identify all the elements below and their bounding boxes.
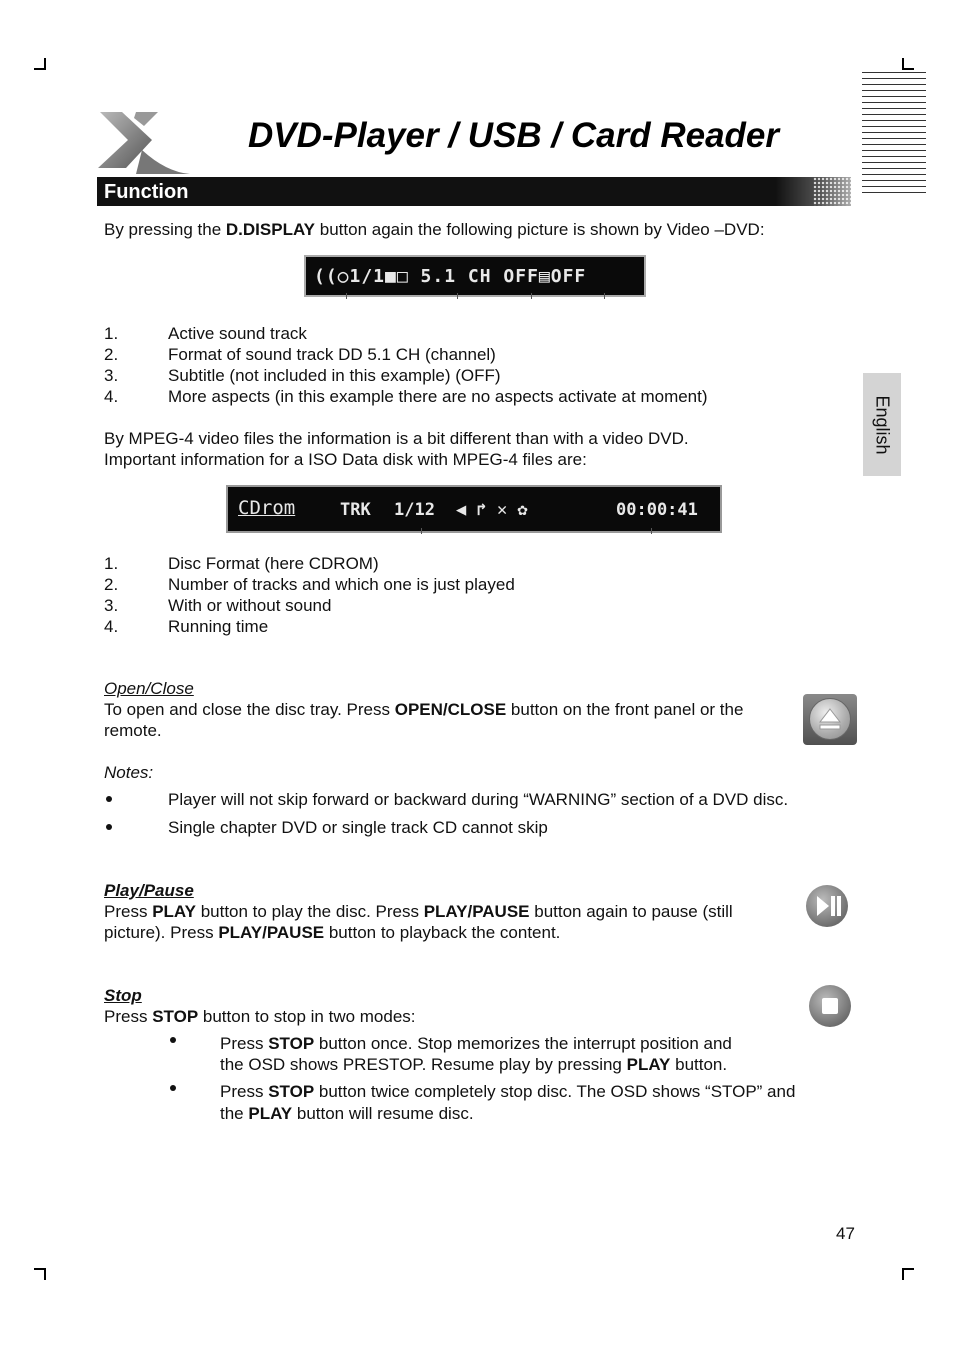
osd-mpeg-display xyxy=(226,485,722,533)
page-number: 47 xyxy=(836,1224,855,1243)
section-bar-pattern xyxy=(813,177,851,206)
crop-mark-top-left xyxy=(34,58,46,70)
play-pause-text-2: picture). Press PLAY/PAUSE button to playback the content. xyxy=(104,923,561,942)
osd-dvd-display xyxy=(304,255,646,297)
osd-trk-label: TRK xyxy=(340,500,371,520)
stop-bullet-1-line-2: the OSD shows PRESTOP. Resume play by pressing PLAY button. xyxy=(220,1055,728,1074)
mpeg-intro-line-2: Important information for a ISO Data disk with MPEG-4 files are: xyxy=(104,450,587,469)
bullet-icon xyxy=(106,824,112,830)
osd-tick xyxy=(346,293,347,299)
osd-running-time: 00:00:41 xyxy=(616,500,698,520)
list-item: Running time xyxy=(168,617,269,636)
osd-dvd-text: ((○1/1■□ 5.1 CH OFF▤OFF xyxy=(314,266,587,287)
list-item-number: 1. xyxy=(104,554,119,573)
list-item: Format of sound track DD 5.1 CH (channel) xyxy=(168,345,496,364)
intro-text: By pressing the D.DISPLAY button again the following picture is shown by Video –DVD: xyxy=(104,220,765,239)
list-item-number: 2. xyxy=(104,345,119,364)
stop-bullet-1: Press STOP button once. Stop memorizes the interrupt position and xyxy=(220,1034,732,1053)
stop-bullet-2-line-2: the PLAY button will resume disc. xyxy=(220,1104,474,1123)
osd-tick xyxy=(651,528,652,534)
mpeg-intro-line-1: By MPEG-4 video files the information is a bit different than with a video DVD. xyxy=(104,429,689,448)
play-pause-icon xyxy=(805,884,849,928)
open-close-text: To open and close the disc tray. Press OPEN/CLOSE button on the front panel or the xyxy=(104,700,744,719)
osd-tick xyxy=(421,528,422,534)
bullet-icon xyxy=(170,1085,176,1091)
notes-heading: Notes: xyxy=(104,763,154,782)
crop-mark-bottom-left xyxy=(34,1268,46,1280)
osd-tick xyxy=(531,293,532,299)
osd-status-icons: ◀ ↱ ✕ ✿ xyxy=(456,500,528,520)
language-tab[interactable] xyxy=(863,373,901,476)
play-pause-heading: Play/Pause xyxy=(104,881,194,900)
section-label: Function xyxy=(104,181,189,203)
page-title: DVD-Player / USB / Card Reader xyxy=(248,116,780,155)
osd-tick xyxy=(457,293,458,299)
eject-button-image xyxy=(803,694,857,745)
list-item-number: 3. xyxy=(104,366,119,385)
list-item-number: 1. xyxy=(104,324,119,343)
list-item: Disc Format (here CDROM) xyxy=(168,554,379,573)
open-close-text-2: remote. xyxy=(104,721,162,740)
list-item: With or without sound xyxy=(168,596,332,615)
open-close-heading: Open/Close xyxy=(104,679,194,698)
bullet-icon xyxy=(106,796,112,802)
bullet-icon xyxy=(170,1037,176,1043)
osd-tick xyxy=(604,293,605,299)
note-item: Player will not skip forward or backward during “WARNING” section of a DVD disc. xyxy=(168,790,789,809)
stop-text: Press STOP button to stop in two modes: xyxy=(104,1007,416,1026)
note-item: Single chapter DVD or single track CD cannot skip xyxy=(168,818,548,837)
decorative-stripes xyxy=(862,72,926,198)
list-item-number: 4. xyxy=(104,617,119,636)
language-tab-label: English xyxy=(872,394,893,455)
osd-disc-format: CDrom xyxy=(238,497,296,519)
osd-track-number: 1/12 xyxy=(394,500,435,520)
stop-icon xyxy=(808,984,852,1028)
play-pause-text: Press PLAY button to play the disc. Press PLAY/PAUSE button again to pause (still xyxy=(104,902,733,921)
eject-icon xyxy=(817,706,843,732)
section-bar xyxy=(97,177,851,206)
list-item: Subtitle (not included in this example) (OFF) xyxy=(168,366,501,385)
stop-heading: Stop xyxy=(104,986,142,1005)
list-item: More aspects (in this example there are no aspects activate at moment) xyxy=(168,387,708,406)
list-item-number: 4. xyxy=(104,387,119,406)
list-item: Number of tracks and which one is just played xyxy=(168,575,515,594)
list-item: Active sound track xyxy=(168,324,307,343)
stop-bullet-2: Press STOP button twice completely stop disc. The OSD shows “STOP” and xyxy=(220,1082,796,1101)
brand-logo-icon xyxy=(96,110,192,176)
crop-mark-bottom-right xyxy=(902,1268,914,1280)
list-item-number: 3. xyxy=(104,596,119,615)
crop-mark-top-right xyxy=(902,58,914,70)
list-item-number: 2. xyxy=(104,575,119,594)
